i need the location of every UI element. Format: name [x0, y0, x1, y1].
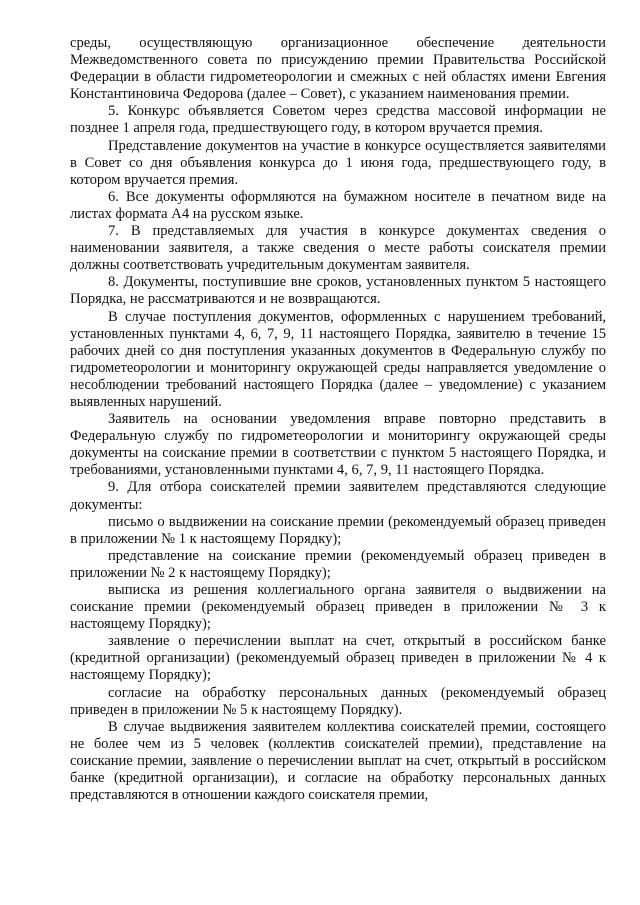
paragraph-item-5: 5. Конкурс объявляется Советом через средства массовой информации не позднее 1 апреля года, предшествующего году, в котором вручается премия. — [70, 103, 606, 137]
paragraph-team-nomination: В случае выдвижения заявителем коллектива соискателей премии, состоящего не более чем из 5 человек (коллектив соискателей премии), представление на соискание премии, заявление о перечислении выплат на счет, открытый в российском банке (кредитной организации), и согласие на обработку персональных данных представляются в отношении каждого соискателя премии, — [70, 718, 606, 804]
paragraph-resubmission: Заявитель на основании уведомления вправе повторно представить в Федеральную службу по гидрометеорологии и мониторингу окружающей среды документы на соискание премии в соответствии с пунктом 5 настоящего Порядка, и требованиями, установленными пунктами 4, 6, 7, 9, 11 настоящего Порядка. — [70, 411, 606, 479]
list-item-nomination-letter: письмо о выдвижении на соискание премии (рекомендуемый образец приведен в приложении № 1 к настоящему Порядку); — [70, 513, 606, 547]
paragraph-violation-notice: В случае поступления документов, оформленных с нарушением требований, установленных пунктами 4, 6, 7, 9, 11 настоящего Порядка, заявителю в течение 15 рабочих дней со дня поступления указанных документов в Федеральную службу по гидрометеорологии и мониторингу окружающей среды направляется уведомление о несоблюдении требований настоящего Порядка (далее – уведомление) с указанием выявленных нарушений. — [70, 308, 606, 410]
paragraph-item-7: 7. В представляемых для участия в конкурсе документах сведения о наименовании заявителя, а также сведения о месте работы соискателя премии должны соответствовать учредительным документам заявителя. — [70, 223, 606, 274]
paragraph-submission-period: Представление документов на участие в конкурсе осуществляется заявителями в Совет со дня объявления конкурса до 1 июня года, предшествующего году, в котором вручается премия. — [70, 137, 606, 188]
list-item-nomination-submission: представление на соискание премии (рекомендуемый образец приведен в приложении № 2 к настоящему Порядку); — [70, 547, 606, 581]
paragraph-item-6: 6. Все документы оформляются на бумажном носителе в печатном виде на листах формата А4 на русском языке. — [70, 188, 606, 222]
paragraph-item-9: 9. Для отбора соискателей премии заявителем представляются следующие документы: — [70, 479, 606, 513]
list-item-personal-data-consent: согласие на обработку персональных данных (рекомендуемый образец приведен в приложении № 5 к настоящему Порядку). — [70, 684, 606, 718]
paragraph-continuation: среды, осуществляющую организационное обеспечение деятельности Межведомственного совета по присуждению премии Правительства Российской Федерации в области гидрометеорологии и смежных с ней областях имени Евгения Константиновича Федорова (далее – Совет), с указанием наименования премии. — [70, 35, 606, 103]
list-item-board-decision-extract: выписка из решения коллегиального органа заявителя о выдвижении на соискание премии (рекомендуемый образец приведен в приложении № 3 к настоящему Порядку); — [70, 582, 606, 633]
paragraph-item-8: 8. Документы, поступившие вне сроков, установленных пунктом 5 настоящего Порядка, не рассматриваются и не возвращаются. — [70, 274, 606, 308]
list-item-payment-application: заявление о перечислении выплат на счет, открытый в российском банке (кредитной организации) (рекомендуемый образец приведен в приложении № 4 к настоящему Порядку); — [70, 633, 606, 684]
